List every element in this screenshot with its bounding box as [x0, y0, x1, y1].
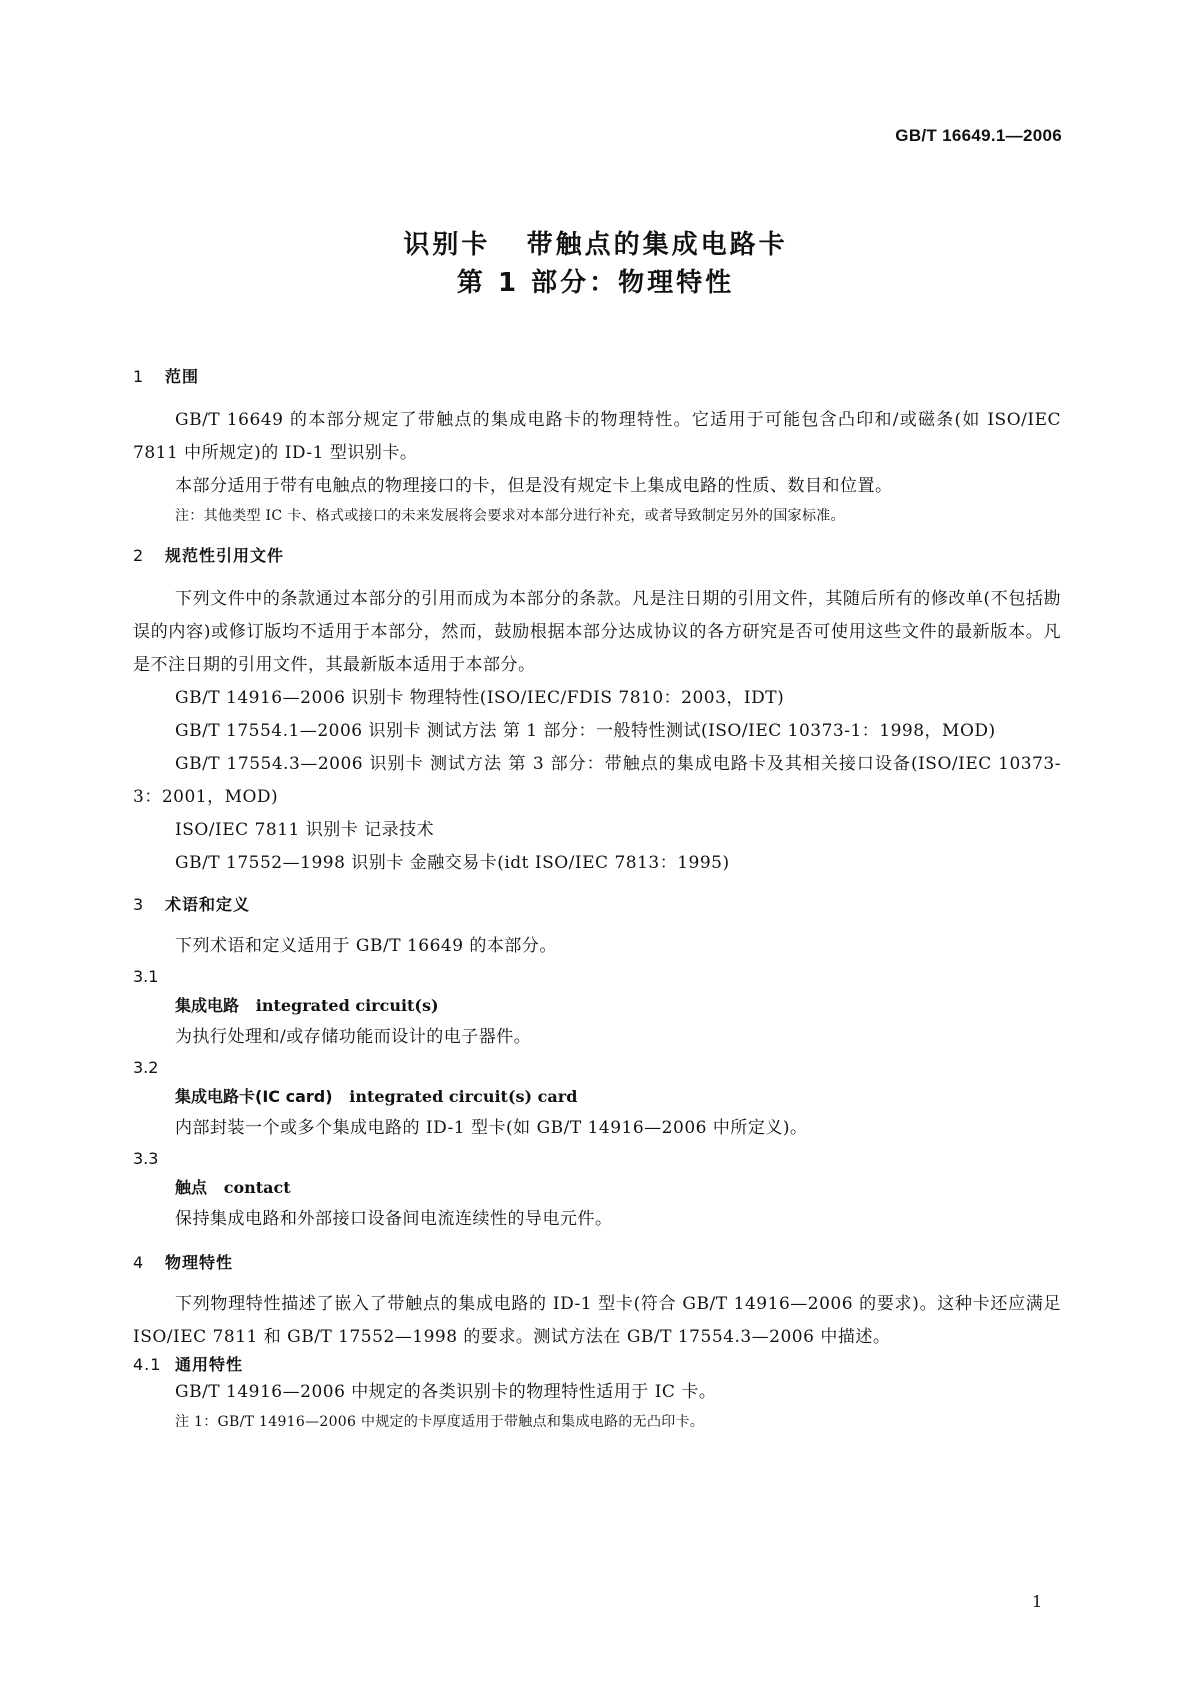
- section-3-heading: [133, 894, 1061, 916]
- section-1-heading: [133, 366, 1061, 388]
- term-name-en: integrated circuit(s) card: [349, 1087, 578, 1106]
- subsection-4-1-heading: [133, 1354, 1061, 1376]
- reference-item: GB/T 14916—2006 识别卡 物理特性(ISO/IEC/FDIS 7810：2003，IDT): [175, 688, 785, 708]
- term-definition: 保持集成电路和外部接口设备间电流连续性的导电元件。: [175, 1209, 613, 1229]
- reference-item: GB/T 17554.1—2006 识别卡 测试方法 第 1 部分：一般特性测试(ISO/IEC 10373-1：1998，MOD): [175, 721, 996, 741]
- section-title: 术语和定义: [165, 895, 251, 914]
- term-name: [133, 1082, 1061, 1112]
- section-4-heading: [133, 1252, 1061, 1274]
- title-line-1: 识别卡 带触点的集成电路卡: [403, 230, 788, 260]
- term-number: 3.3: [133, 1149, 159, 1168]
- section-title: 范围: [165, 367, 200, 386]
- section-4-paragraph-1: 下列物理特性描述了嵌入了带触点的集成电路的 ID-1 型卡(符合 GB/T 14916—2006 的要求)。这种卡还应满足 ISO/IEC 7811 和 GB/T 17552—1998 的要求。测试方法在 GB/T 17554.3—2006 中描述。: [133, 1294, 1061, 1347]
- section-number: 1: [133, 367, 145, 386]
- term-name-en: contact: [223, 1178, 291, 1197]
- term-number: 3.1: [133, 967, 159, 986]
- term-name: [133, 991, 1061, 1021]
- term-name-en: integrated circuit(s): [255, 996, 439, 1015]
- reference-item: GB/T 17554.3—2006 识别卡 测试方法 第 3 部分：带触点的集成电路卡及其相关接口设备(ISO/IEC 10373-3：2001，MOD): [133, 754, 1061, 807]
- section-1-paragraph-1: GB/T 16649 的本部分规定了带触点的集成电路卡的物理特性。它适用于可能包含凸印和/或磁条(如 ISO/IEC 7811 中所规定)的 ID-1 型识别卡。: [133, 410, 1061, 463]
- section-2-paragraph-1: 下列文件中的条款通过本部分的引用而成为本部分的条款。凡是注日期的引用文件，其随后所有的修改单(不包括勘误的内容)或修订版均不适用于本部分，然而，鼓励根据本部分达成协议的各方研究是否可使用这些文件的最新版本。凡是不注日期的引用文件，其最新版本适用于本部分。: [133, 589, 1061, 675]
- term-number: 3.2: [133, 1058, 159, 1077]
- section-3-paragraph-1: 下列术语和定义适用于 GB/T 16649 的本部分。: [175, 936, 557, 956]
- subsection-number: 4.1: [133, 1355, 162, 1374]
- section-2-heading: [133, 545, 1061, 567]
- term-definition: 为执行处理和/或存储功能而设计的电子器件。: [175, 1027, 532, 1047]
- section-title: 物理特性: [165, 1253, 234, 1272]
- page-number: 1: [1032, 1592, 1043, 1611]
- document-title: [0, 226, 1191, 302]
- subsection-title: 通用特性: [175, 1355, 244, 1374]
- subsection-4-1-note: 注 1：GB/T 14916—2006 中规定的卡厚度适用于带触点和集成电路的无凸印卡。: [175, 1414, 705, 1430]
- reference-item: ISO/IEC 7811 识别卡 记录技术: [175, 820, 435, 840]
- standard-number: GB/T 16649.1—2006: [895, 126, 1062, 145]
- term-name-cn: 集成电路: [175, 996, 240, 1015]
- term-definition: 内部封装一个或多个集成电路的 ID-1 型卡(如 GB/T 14916—2006 中所定义)。: [175, 1118, 808, 1138]
- section-1-paragraph-2: 本部分适用于带有电触点的物理接口的卡，但是没有规定卡上集成电路的性质、数目和位置。: [175, 476, 893, 496]
- document-body: [133, 366, 1061, 1435]
- term-name: [133, 1173, 1061, 1203]
- term-name-cn: 触点: [175, 1178, 208, 1197]
- section-number: 4: [133, 1253, 145, 1272]
- section-1-note: 注：其他类型 IC 卡、格式或接口的未来发展将会要求对本部分进行补充，或者导致制定另外的国家标准。: [175, 508, 845, 524]
- title-line-2: 第 1 部分：物理特性: [456, 268, 735, 298]
- section-number: 2: [133, 546, 145, 565]
- section-number: 3: [133, 895, 145, 914]
- term-name-cn: 集成电路卡(IC card): [175, 1087, 333, 1106]
- section-title: 规范性引用文件: [165, 546, 285, 565]
- subsection-4-1-paragraph: GB/T 14916—2006 中规定的各类识别卡的物理特性适用于 IC 卡。: [175, 1382, 717, 1402]
- reference-item: GB/T 17552—1998 识别卡 金融交易卡(idt ISO/IEC 7813：1995): [175, 853, 730, 873]
